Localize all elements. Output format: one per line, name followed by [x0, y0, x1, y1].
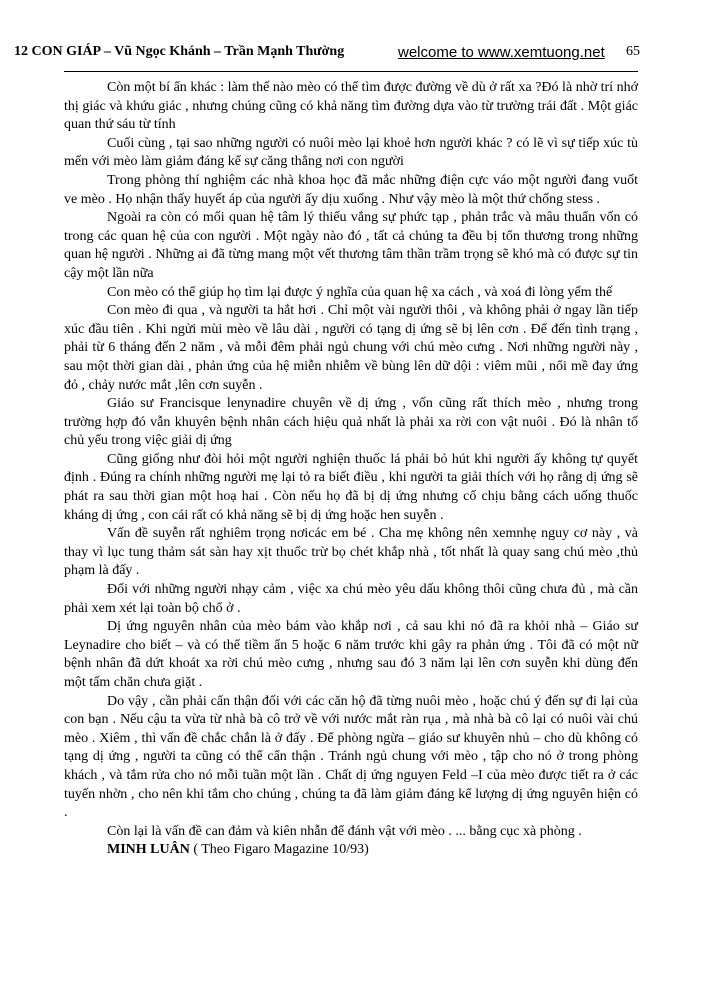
signature-source: ( Theo Figaro Magazine 10/93): [189, 842, 369, 858]
paragraph: Cũng giống như đòi hỏi một người nghiện thuốc lá phải bỏ hút khi người ấy không tự quyết định . Đúng ra chính những người mẹ lại tỏ ra biết điều , khi người ta giải thích với họ rằng dị ứng sẽ phát ra sau thời gian một hoạ hai . Còn nếu họ đã bị dị ứng nhưng cố chịu bằng cách uống thuốc kháng dị ứng , con cái rất có khả năng sẽ bị dị ứng hoặc hen suyễn .: [64, 451, 638, 523]
paragraph: Con mèo đi qua , và người ta hắt hơi . Chỉ một vài người thôi , và không phải ở ngay lần tiếp xúc đầu tiên . Khi ngửi mùi mèo về lâu dài , người có tạng dị ứng sẽ bị lên cơn . Để đến tình trạng , phải từ 6 tháng đến 2 năm , và mỗi đêm phải ngủ chung với chú mèo cưng . Nơi những người này , sau một thời gian dài , phản ứng của hệ miễn nhiễm về bùng lên dữ dội : viêm mũi , nổi mề đay ứng đỏ , chảy nước mắt ,lên cơn suyễn .: [64, 303, 638, 393]
page-number: 65: [626, 44, 640, 59]
paragraph: Cuối cùng , tại sao những người có nuôi mèo lại khoẻ hơn người khác ? có lẽ vì sự tiếp xúc tù mến với mèo làm giảm đáng kể sự căng thẳng nơi con người: [64, 135, 638, 170]
page-header: [14, 44, 640, 64]
website-link[interactable]: welcome to www.xemtuong.net: [398, 44, 605, 61]
paragraph: Dị ứng nguyên nhân của mèo bám vào khắp nơi , cả sau khi nó đã ra khỏi nhà – Giáo sư Leynadire cho biết – và có thể tiềm ẩn 5 hoặc 6 năm trước khi gây ra phản ứng . Tôi đã có một nữ bệnh nhân đã dứt khoát xa rời chú mèo cưng , nhưng sau đó 3 năm lại lên cơn suyễn khi dùng đến một tấm chăn chưa giặt .: [64, 619, 638, 690]
paragraph: Còn một bí ẩn khác : làm thế nào mèo có thể tìm được đường về dù ở rất xa ?Đó là nhờ trí nhớ thị giác và khứu giác , nhưng chúng cũng có khả năng tìm đường dựa vào từ trường trái đất . Một giác quan thứ sáu từ tính: [64, 80, 638, 133]
paragraph: Con mèo có thể giúp họ tìm lại được ý nghĩa của quan hệ xa cách , và xoá đi lòng yếm thế: [107, 284, 613, 300]
article-body: [64, 79, 638, 860]
paragraph: Vấn đề suyễn rất nghiêm trọng nơicác em bé . Cha mẹ không nên xemnhẹ nguy cơ này , và thay vì lục tung thảm sát sàn hay xịt thuốc trừ bọ chét khắp nhà , tốt nhất là quay sang chú mèo ,thủ phạm là đấy .: [64, 526, 638, 579]
paragraph: Đối với những người nhạy cảm , việc xa chú mèo yêu dấu không thôi cũng chưa đủ , mà cần phải xem xét lại toàn bộ chổ ở .: [64, 582, 638, 616]
signature-author: MINH LUÂN: [107, 842, 190, 858]
book-title: 12 CON GIÁP – Vũ Ngọc Khánh – Trần Mạnh Thường: [14, 44, 345, 59]
paragraph: Giáo sư Francisque lenynadire chuyên về dị ứng , vốn cũng rất thích mèo , nhưng trong trường hợp đó vẫn khuyên bệnh nhân cách hiệu quả nhất là phải xa rời con vật nuôi . Đó là nhân tố chủ yếu trong việc giải dị ứng: [64, 396, 638, 449]
paragraph: Do vậy , cần phải cẩn thận đối với các căn hộ đã từng nuôi mèo , hoặc chú ý đến sự đi lại của con bạn . Nếu cậu ta vừa từ nhà bà cô trở về với nước mắt ràn rụa , mà nhà bà cô lại có nuôi vài chú mèo . Xiêm , thì vấn đề chắc chắn là ở đấy . Để phòng ngừa – giáo sư khuyên nhủ – cho dù không có tạng dị ứng , người ta cũng có thể cẩn thận . Tránh ngủ chung với mèo , tập cho nó ở trong phòng khách , và tắm rửa cho nó mỗi tuần một lần . Chất dị ứng nguyen Feld –I của mèo được tiết ra ở các tuyến nhờn , cho nên khi tắm cho chúng , chúng ta đã làm giảm đáng kể lượng dị ứng nguyên hiện có .: [64, 693, 638, 821]
header-rule: [64, 71, 638, 72]
paragraph: Trong phòng thí nghiệm các nhà khoa học đã mắc những điện cực váo một người đang vuốt ve mèo . Họ nhận thấy huyết áp của người ấy dịu xuống . Như vậy mèo là một thứ chống stess .: [64, 172, 638, 207]
paragraph: Ngoài ra còn có mối quan hệ tâm lý thiếu vắng sự phức tạp , phản trắc và mâu thuẩn vốn có trong các quan hệ của con người . Một ngày nào đó , tất cả chúng ta đều bị tổn thương trong những quan hệ người . Những ai đã từng mang một vết thương tâm thần trầm trọng sẽ khó mà có được sự tin cậy một lần nữa: [64, 210, 638, 281]
paragraph: Còn lại là vấn đề can đảm và kiên nhẫn để đánh vật với mèo . ... bằng cục xà phòng .: [107, 823, 582, 839]
signature: [64, 841, 638, 860]
